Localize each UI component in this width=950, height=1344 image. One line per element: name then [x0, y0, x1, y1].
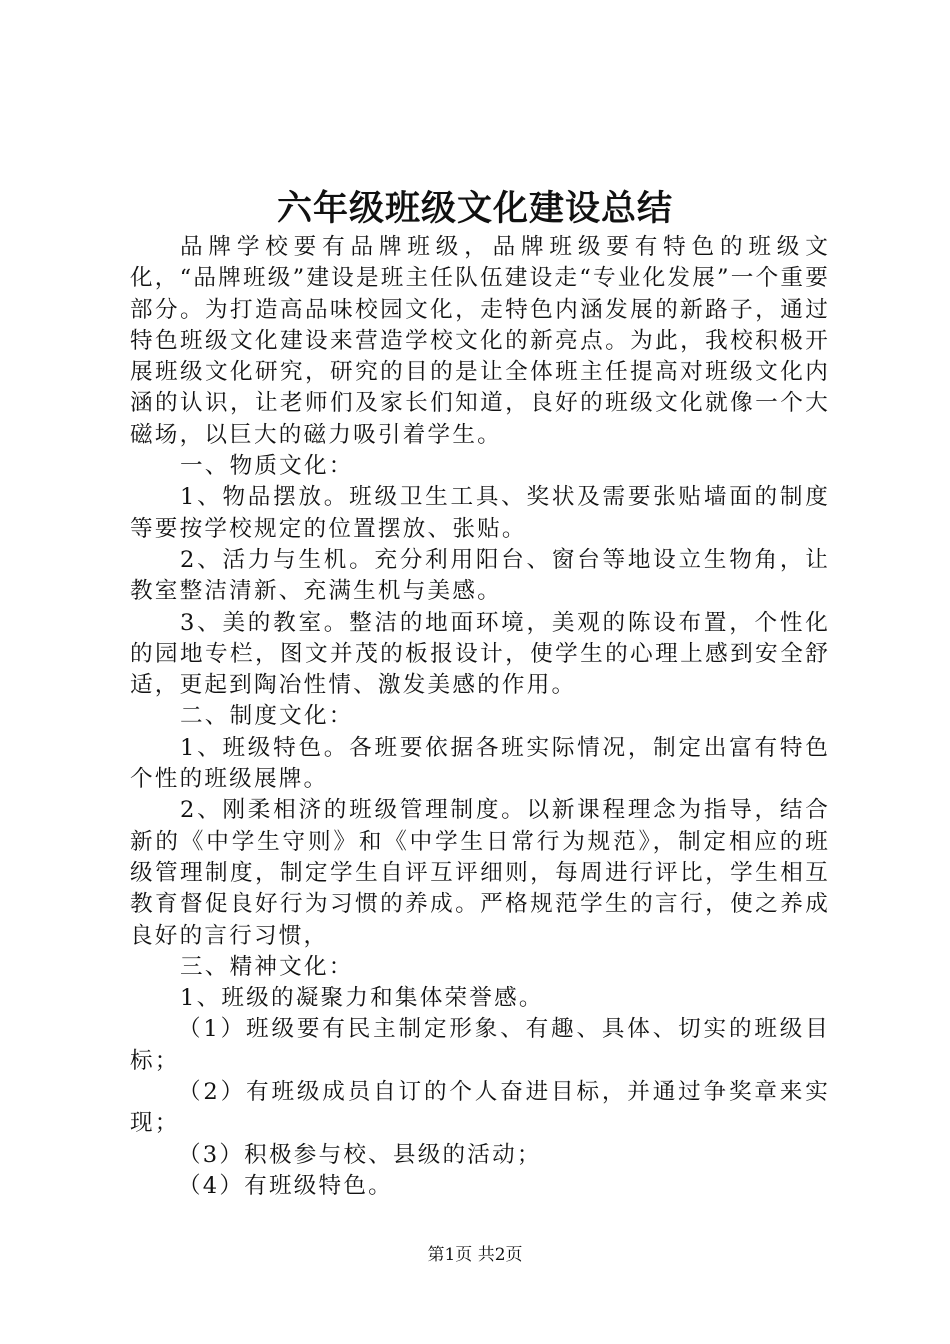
section-heading-spirit: 三、精神文化：: [180, 953, 354, 980]
paragraph-intro: 品牌学校要有品牌班级，品牌班级要有特色的班级文化，“品牌班级”建设是班主任队伍建设走“专业化发展”一个重要部分。为打造高品味校园文化，走特色内涵发展的新路子，通过特色班级文化建设来营造学校文化的新亮点。为此，我校积极开展班级文化研究，研究的目的是让全体班主任提高对班级文化内涵的认识，让老师们及家长们知道，良好的班级文化就像一个大磁场，以巨大的磁力吸引着学生。: [130, 234, 830, 448]
list-item: （4）有班级特色。: [178, 1172, 393, 1199]
list-item: （2）有班级成员自订的个人奋进目标，并通过争奖章来实现；: [130, 1079, 830, 1137]
document-body: [130, 232, 830, 1202]
paragraph: 1、班级的凝聚力和集体荣誉感。: [180, 985, 544, 1012]
list-item: （3）积极参与校、县级的活动；: [178, 1141, 542, 1168]
paragraph: 1、物品摆放。班级卫生工具、奖状及需要张贴墙面的制度等要按学校规定的位置摆放、张贴。: [130, 484, 830, 542]
page-number-footer: 第1页 共2页: [427, 1245, 523, 1265]
paragraph: 1、班级特色。各班要依据各班实际情况，制定出富有特色个性的班级展牌。: [130, 734, 830, 793]
paragraph: 3、美的教室。整洁的地面环境，美观的陈设布置，个性化的园地专栏，图文并茂的板报设计，使学生的心理上感到安全舒适，更起到陶冶性情、激发美感的作用。: [130, 609, 830, 699]
paragraph: 2、刚柔相济的班级管理制度。以新课程理念为指导，结合新的《中学生守则》和《中学生日常行为规范》，制定相应的班级管理制度，制定学生自评互评细则，每周进行评比，学生相互教育督促良好行为习惯的养成。严格规范学生的言行，使之养成良好的言行习惯，: [130, 797, 830, 949]
document-title: 六年级班级文化建设总结: [276, 188, 673, 229]
paragraph: 2、活力与生机。充分利用阳台、窗台等地设立生物角，让教室整洁清新、充满生机与美感。: [130, 546, 830, 605]
section-heading-material: 一、物质文化：: [180, 453, 354, 480]
list-item: （1）班级要有民主制定形象、有趣、具体、切实的班级目标；: [130, 1016, 830, 1074]
section-heading-system: 二、制度文化：: [180, 703, 354, 730]
